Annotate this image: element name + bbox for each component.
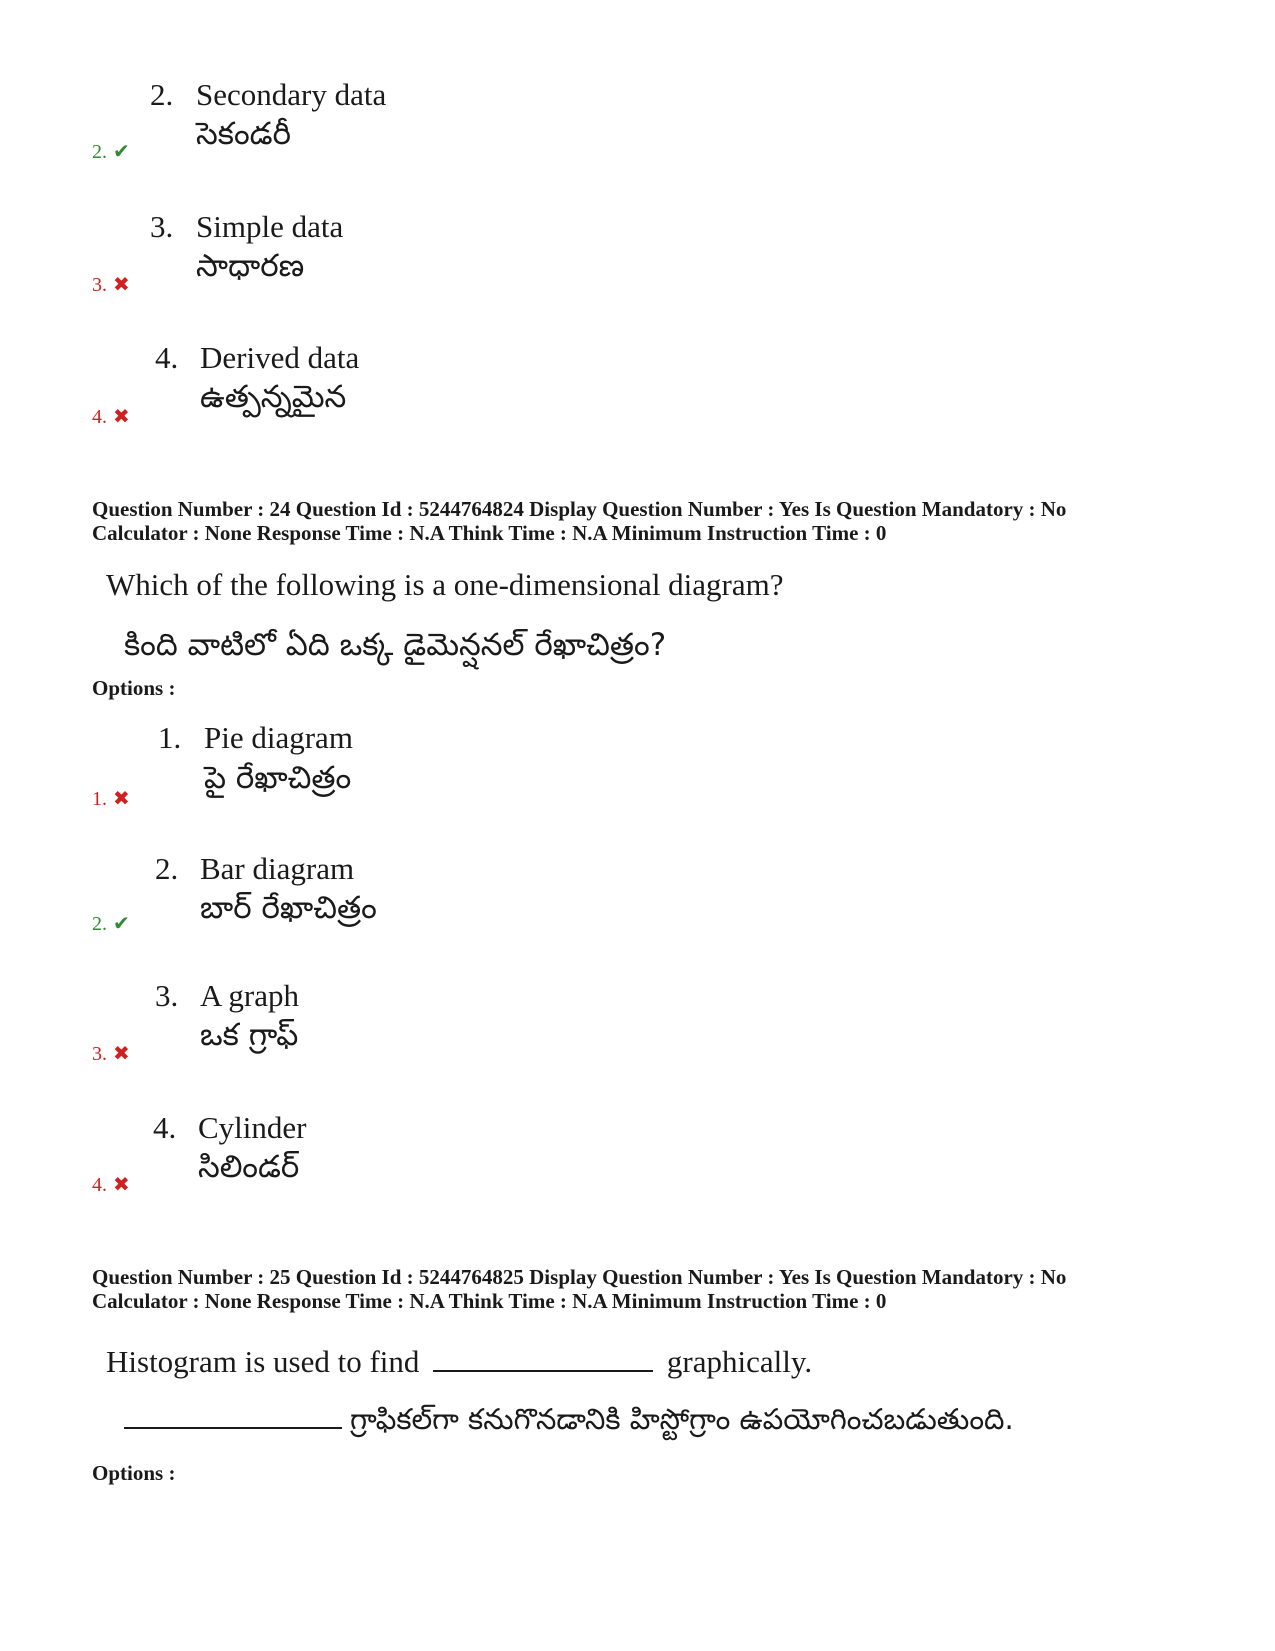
option-text-telugu: ఒక గ్రాఫ్ — [200, 1017, 299, 1053]
question-text-after-blank: graphically. — [666, 1344, 813, 1379]
question-25-text-english — [106, 1340, 812, 1381]
question-24-text-english: Which of the following is a one-dimensional diagram? — [106, 567, 784, 602]
wrong-answer-marker — [92, 1041, 130, 1066]
option-text-telugu: పై రేఖాచిత్రం — [204, 760, 352, 796]
marker-number: 2. — [92, 141, 107, 163]
question-25-meta-line-2: Calculator : None Response Time : N.A Think Time : N.A Minimum Instruction Time : 0 — [92, 1289, 887, 1313]
correct-answer-marker — [92, 139, 130, 164]
option-text-english: Pie diagram — [204, 720, 353, 755]
option-text-telugu: సాధారణ — [196, 248, 305, 284]
option-number: 1. — [158, 720, 182, 755]
cross-icon: ✖ — [113, 272, 130, 296]
option-number: 2. — [155, 851, 179, 886]
cross-icon: ✖ — [113, 1172, 130, 1196]
wrong-answer-marker — [92, 272, 130, 297]
question-25-options-label: Options : — [92, 1461, 176, 1485]
answer-blank — [124, 1397, 342, 1429]
question-text-before-blank: Histogram is used to find — [106, 1344, 420, 1379]
correct-answer-marker — [92, 911, 130, 936]
option-text-telugu: ఉత్పన్నమైన — [200, 379, 347, 415]
question-24-options-label: Options : — [92, 676, 176, 700]
option-text-english: Cylinder — [198, 1110, 307, 1145]
option-text-english: Bar diagram — [200, 851, 355, 886]
wrong-answer-marker — [92, 404, 130, 429]
cross-icon: ✖ — [113, 404, 130, 428]
option-text-english: Secondary data — [196, 77, 387, 112]
wrong-answer-marker — [92, 1172, 130, 1197]
question-24-text-telugu: కింది వాటిలో ఏది ఒక్క డైమెన్షనల్ రేఖాచిత్రం? — [124, 627, 667, 663]
option-number: 4. — [155, 340, 179, 375]
cross-icon: ✖ — [113, 1041, 130, 1065]
check-icon: ✔ — [113, 911, 130, 935]
option-text-english: Simple data — [196, 209, 344, 244]
cross-icon: ✖ — [113, 786, 130, 810]
question-25-meta-line-1: Question Number : 25 Question Id : 5244764825 Display Question Number : Yes Is Question Mandatory : No — [92, 1265, 1067, 1289]
option-text-telugu: సిలిండర్ — [198, 1149, 300, 1185]
option-number: 4. — [153, 1110, 177, 1145]
option-text-english: A graph — [200, 978, 300, 1013]
option-text-english: Derived data — [200, 340, 360, 375]
question-24-meta-line-1: Question Number : 24 Question Id : 5244764824 Display Question Number : Yes Is Question Mandatory : No — [92, 497, 1067, 521]
marker-number: 1. — [92, 788, 107, 810]
marker-number: 2. — [92, 913, 107, 935]
option-number: 2. — [150, 77, 174, 112]
option-text-telugu: సెకండరీ — [196, 116, 291, 152]
check-icon: ✔ — [113, 139, 130, 163]
marker-number: 4. — [92, 1174, 107, 1196]
wrong-answer-marker — [92, 786, 130, 811]
answer-blank — [433, 1340, 653, 1372]
marker-number: 3. — [92, 274, 107, 296]
option-number: 3. — [150, 209, 174, 244]
option-text-telugu: బార్ రేఖాచిత్రం — [200, 890, 377, 926]
question-24-meta-line-2: Calculator : None Response Time : N.A Think Time : N.A Minimum Instruction Time : 0 — [92, 521, 887, 545]
marker-number: 4. — [92, 406, 107, 428]
question-25-text-telugu — [124, 1397, 1014, 1440]
option-number: 3. — [155, 978, 179, 1013]
question-text-after-blank: గ్రాఫికల్‌గా కనుగొనడానికి హిస్టోగ్రాం ఉపయోగించబడుతుంది. — [350, 1402, 1014, 1436]
marker-number: 3. — [92, 1043, 107, 1065]
